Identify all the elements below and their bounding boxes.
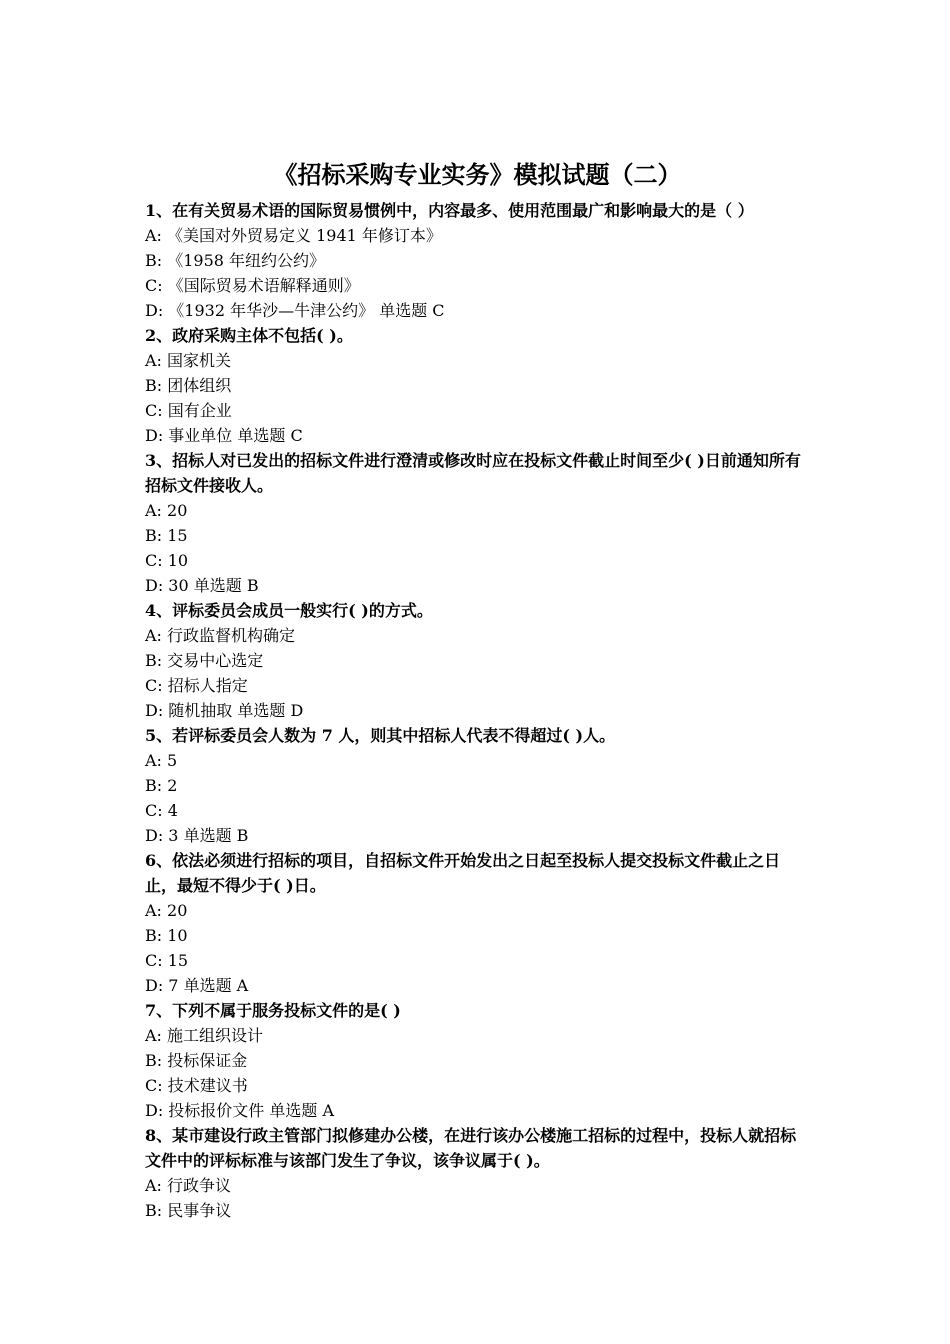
question-1 <box>145 198 810 323</box>
option-d: D: 事业单位 单选题 C <box>145 426 303 445</box>
question-5 <box>145 723 810 848</box>
question-stem: 8、某市建设行政主管部门拟修建办公楼，在进行该办公楼施工招标的过程中，投标人就招标文件中的评标标准与该部门发生了争议，该争议属于( )。 <box>145 1126 797 1170</box>
option-c: C: 《国际贸易术语解释通则》 <box>145 276 360 295</box>
option-b: B: 10 <box>145 926 188 945</box>
option-d: D: 30 单选题 B <box>145 576 259 595</box>
option-b: B: 15 <box>145 526 188 545</box>
option-b: B: 交易中心选定 <box>145 651 264 670</box>
option-a: A: 20 <box>145 901 188 920</box>
option-b: B: 民事争议 <box>145 1201 232 1220</box>
option-c: C: 招标人指定 <box>145 676 248 695</box>
option-d: D: 7 单选题 A <box>145 976 249 995</box>
option-b: B: 2 <box>145 776 178 795</box>
question-stem: 4、评标委员会成员一般实行( )的方式。 <box>145 601 433 620</box>
question-stem: 1、在有关贸易术语的国际贸易惯例中，内容最多、使用范围最广和影响最大的是（ ） <box>145 201 754 220</box>
option-b: B: 团体组织 <box>145 376 232 395</box>
option-c: C: 国有企业 <box>145 401 232 420</box>
document-title: 《招标采购专业实务》模拟试题（二） <box>273 160 682 189</box>
question-2 <box>145 323 810 448</box>
question-8 <box>145 1123 810 1223</box>
option-a: A: 5 <box>145 751 178 770</box>
question-stem: 7、下列不属于服务投标文件的是( ) <box>145 1001 401 1020</box>
option-a: A: 行政争议 <box>145 1176 232 1195</box>
document-page <box>145 152 810 1223</box>
question-4 <box>145 598 810 723</box>
option-c: C: 15 <box>145 951 189 970</box>
option-a: A: 行政监督机构确定 <box>145 626 296 645</box>
option-a: A: 《美国对外贸易定义 1941 年修订本》 <box>145 226 442 245</box>
option-c: C: 10 <box>145 551 189 570</box>
option-b: B: 投标保证金 <box>145 1051 248 1070</box>
question-stem: 3、招标人对已发出的招标文件进行澄清或修改时应在投标文件截止时间至少( )日前通知所有招标文件接收人。 <box>145 451 801 495</box>
option-d: D: 《1932 年华沙—牛津公约》 单选题 C <box>145 301 445 320</box>
option-d: D: 投标报价文件 单选题 A <box>145 1101 335 1120</box>
option-b: B: 《1958 年纽约公约》 <box>145 251 326 270</box>
question-6 <box>145 848 810 998</box>
option-a: A: 国家机关 <box>145 351 232 370</box>
question-3 <box>145 448 810 598</box>
question-stem: 6、依法必须进行招标的项目，自招标文件开始发出之日起至投标人提交投标文件截止之日止，最短不得少于( )日。 <box>145 851 781 895</box>
option-a: A: 施工组织设计 <box>145 1026 264 1045</box>
option-c: C: 技术建议书 <box>145 1076 248 1095</box>
option-d: D: 3 单选题 B <box>145 826 249 845</box>
option-d: D: 随机抽取 单选题 D <box>145 701 304 720</box>
question-7 <box>145 998 810 1123</box>
question-stem: 5、若评标委员会人数为 7 人，则其中招标人代表不得超过( )人。 <box>145 726 616 745</box>
option-c: C: 4 <box>145 801 178 820</box>
option-a: A: 20 <box>145 501 188 520</box>
question-stem: 2、政府采购主体不包括( )。 <box>145 326 353 345</box>
